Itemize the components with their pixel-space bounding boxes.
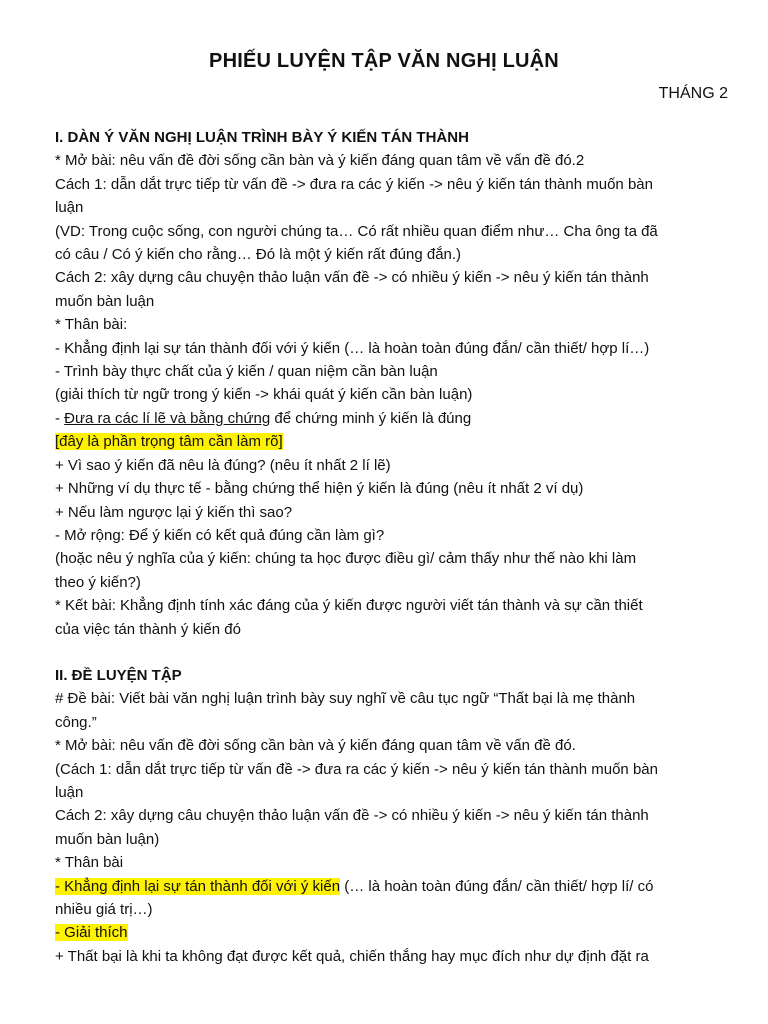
text-line: + Những ví dụ thực tế - bằng chứng thể hiện ý kiến là đúng (nêu ít nhất 2 ví dụ) bbox=[55, 480, 584, 498]
text-line: Cách 2: xây dựng câu chuyện thảo luận vấn đề -> có nhiều ý kiến -> nêu ý kiến tán thành bbox=[55, 269, 649, 287]
text-line: - Trình bày thực chất của ý kiến / quan niệm cần bàn luận bbox=[55, 363, 438, 381]
text-line bbox=[55, 407, 728, 430]
text-line: * Mở bài: nêu vấn đề đời sống cần bàn và ý kiến đáng quan tâm về vấn đề đó. bbox=[55, 737, 576, 755]
document-title: PHIẾU LUYỆN TẬP VĂN NGHỊ LUẬN bbox=[209, 50, 559, 72]
text-line: của việc tán thành ý kiến đó bbox=[55, 620, 241, 638]
text-line: - Khẳng định lại sự tán thành đối với ý kiến (… là hoàn toàn đúng đắn/ cần thiết/ hợp lí…) bbox=[55, 339, 650, 357]
text-line: (Cách 1: dẫn dắt trực tiếp từ vấn đề -> đưa ra các ý kiến -> nêu ý kiến tán thành muốn bàn bbox=[55, 760, 658, 778]
text-span: để chứng minh ý kiến là đúng bbox=[270, 409, 472, 427]
paragraph-gap bbox=[55, 641, 728, 664]
highlighted-text: [đây là phần trọng tâm cần làm rõ] bbox=[55, 433, 283, 451]
text-line: luận bbox=[55, 783, 84, 801]
text-line: nhiều giá trị…) bbox=[55, 901, 153, 918]
document-month: THÁNG 2 bbox=[658, 85, 728, 102]
text-line: có câu / Có ý kiến cho rằng… Đó là một ý kiến rất đúng đắn.) bbox=[55, 246, 462, 264]
text-line: Cách 2: xây dựng câu chuyện thảo luận vấn đề -> có nhiều ý kiến -> nêu ý kiến tán thành bbox=[55, 807, 649, 825]
text-span: - bbox=[55, 409, 65, 427]
text-span: (… là hoàn toàn đúng đắn/ cần thiết/ hợp lí/ có bbox=[340, 877, 654, 895]
text-line: * Kết bài: Khẳng định tính xác đáng của ý kiến được người viết tán thành và sự cần thiết bbox=[55, 597, 643, 615]
text-line: * Thân bài bbox=[55, 854, 124, 872]
text-line bbox=[55, 430, 728, 453]
highlighted-text: - Khẳng định lại sự tán thành đối với ý kiến bbox=[55, 877, 341, 895]
text-line: * Mở bài: nêu vấn đề đời sống cần bàn và ý kiến đáng quan tâm về vấn đề đó.2 bbox=[55, 152, 585, 170]
text-line bbox=[55, 875, 728, 898]
text-line bbox=[55, 921, 728, 944]
text-line: luận bbox=[55, 199, 84, 217]
text-line: + Vì sao ý kiến đã nêu là đúng? (nêu ít nhất 2 lí lẽ) bbox=[55, 456, 391, 474]
text-line: + Nếu làm ngược lại ý kiến thì sao? bbox=[55, 503, 293, 521]
text-line: theo ý kiến?) bbox=[55, 573, 141, 591]
document-body bbox=[55, 126, 728, 968]
underlined-text: Đưa ra các lí lẽ và bằng chứng bbox=[64, 409, 271, 427]
highlighted-text: - Giải thích bbox=[55, 924, 128, 942]
section-heading: II. ĐỀ LUYỆN TẬP bbox=[55, 666, 182, 684]
text-line: - Mở rộng: Để ý kiến có kết quả đúng cần làm gì? bbox=[55, 526, 385, 544]
text-line: công.” bbox=[55, 713, 97, 731]
text-line: * Thân bài: bbox=[55, 316, 128, 334]
text-line: Cách 1: dẫn dắt trực tiếp từ vấn đề -> đưa ra các ý kiến -> nêu ý kiến tán thành muốn bàn bbox=[55, 175, 653, 193]
text-line: # Đề bài: Viết bài văn nghị luận trình bày suy nghĩ về câu tục ngữ “Thất bại là mẹ thành bbox=[55, 690, 636, 708]
text-line: + Thất bại là khi ta không đạt được kết quả, chiến thắng hay mục đích như dự định đặt ra bbox=[55, 947, 649, 965]
text-line: muốn bàn luận bbox=[55, 292, 155, 310]
section-heading: I. DÀN Ý VĂN NGHỊ LUẬN TRÌNH BÀY Ý KIẾN TÁN THÀNH bbox=[55, 129, 469, 146]
text-line: muốn bàn luận) bbox=[55, 830, 160, 848]
text-line: (giải thích từ ngữ trong ý kiến -> khái quát ý kiến cần bàn luận) bbox=[55, 386, 473, 404]
text-line: (hoặc nêu ý nghĩa của ý kiến: chúng ta học được điều gì/ cảm thấy như thế nào khi làm bbox=[55, 550, 637, 568]
text-line: (VD: Trong cuộc sống, con người chúng ta… Có rất nhiều quan điểm như… Cha ông ta đã bbox=[55, 222, 658, 240]
